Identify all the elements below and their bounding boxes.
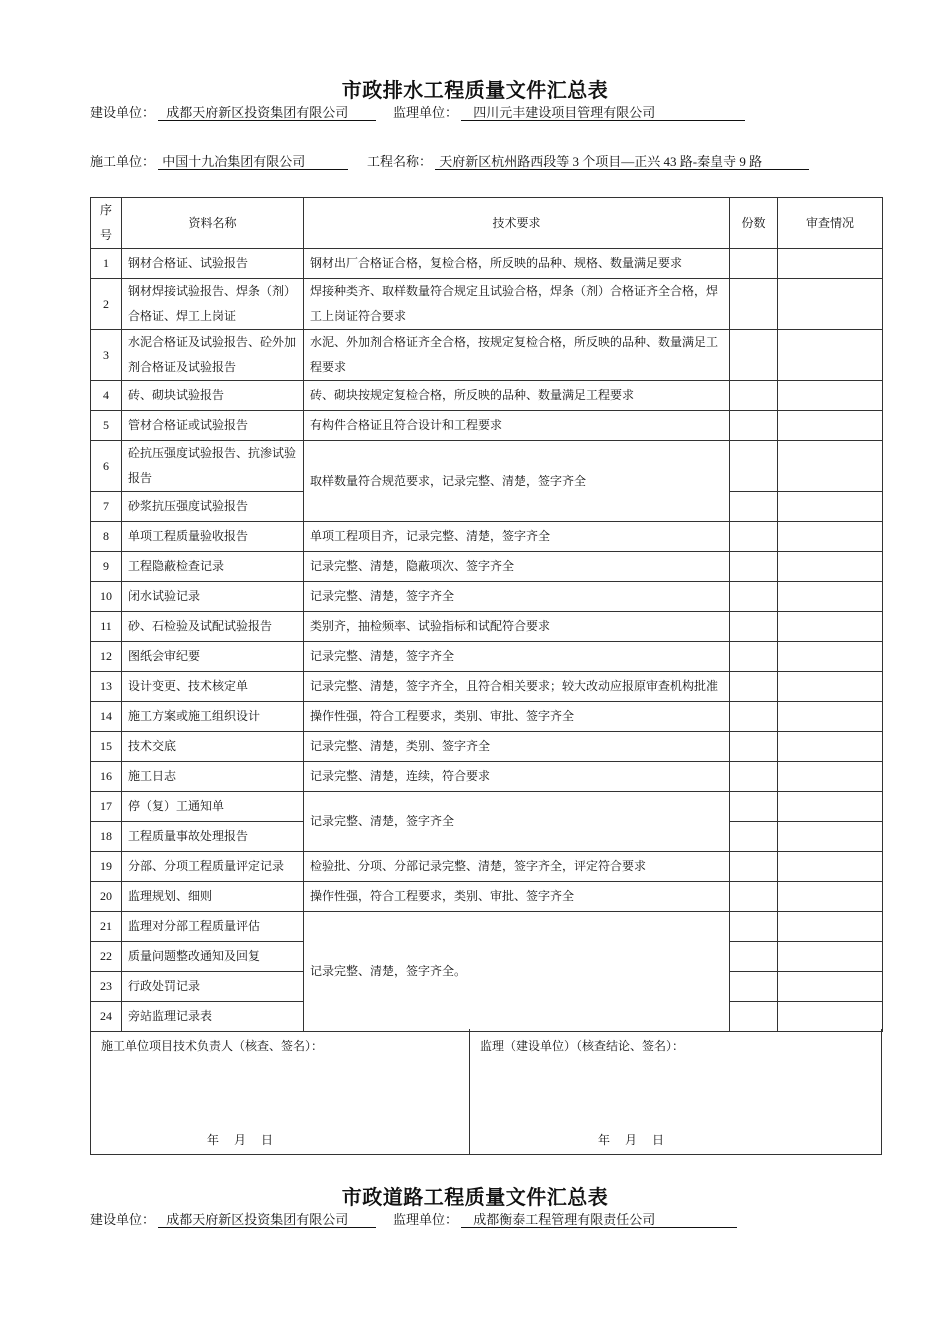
row-review-cell [778,612,883,642]
row-doc-name: 单项工程质量验收报告 [122,522,304,552]
project-label: 工程名称： [367,154,433,169]
row-review-cell [778,672,883,702]
row-copies-cell [730,441,778,492]
row-tech-req: 记录完整、清楚，签字齐全。 [304,912,730,1032]
row-tech-req: 操作性强，符合工程要求，类别、审批、签字齐全 [304,702,730,732]
row-copies-cell [730,381,778,411]
row-doc-name: 设计变更、技术核定单 [122,672,304,702]
row-no: 3 [91,330,122,381]
header-seq [91,198,122,249]
construction-unit-label: 建设单位： [90,1212,156,1227]
table-row [91,279,883,330]
table-row [91,852,883,882]
row-tech-req: 记录完整、清楚，类别、签字齐全 [304,732,730,762]
row-tech-req: 有构件合格证且符合设计和工程要求 [304,411,730,441]
row-review-cell [778,822,883,852]
row-no: 8 [91,522,122,552]
row-doc-name: 砖、砌块试验报告 [122,381,304,411]
row-copies-cell [730,522,778,552]
header-seq-a: 序 [99,203,112,217]
row-copies-cell [730,249,778,279]
row-copies-cell [730,582,778,612]
row-review-cell [778,441,883,492]
row-no: 7 [91,492,122,522]
row-tech-req: 检验批、分项、分部记录完整、清楚，签字齐全，评定符合要求 [304,852,730,882]
row-no: 20 [91,882,122,912]
row-doc-name: 图纸会审纪要 [122,642,304,672]
row-review-cell [778,522,883,552]
form2-supervision-unit-line [393,1209,737,1228]
table-row [91,702,883,732]
row-no: 15 [91,732,122,762]
row-doc-name: 监理对分部工程质量评估 [122,912,304,942]
row-no: 6 [91,441,122,492]
row-no: 21 [91,912,122,942]
table-row [91,672,883,702]
row-copies-cell [730,279,778,330]
row-review-cell [778,942,883,972]
row-review-cell [778,732,883,762]
row-doc-name: 水泥合格证及试验报告、砼外加剂合格证及试验报告 [122,330,304,381]
row-no: 2 [91,279,122,330]
row-copies-cell [730,762,778,792]
row-no: 10 [91,582,122,612]
table-row [91,732,883,762]
row-review-cell [778,381,883,411]
row-tech-req: 砖、砌块按规定复检合格，所反映的品种、数量满足工程要求 [304,381,730,411]
row-review-cell [778,642,883,672]
row-doc-name: 技术交底 [122,732,304,762]
construction-unit-label: 建设单位： [90,105,156,120]
row-doc-name: 行政处罚记录 [122,972,304,1002]
row-copies-cell [730,411,778,441]
contractor-label: 施工单位： [90,154,156,169]
row-copies-cell [730,612,778,642]
row-tech-req: 记录完整、清楚，隐蔽项次、签字齐全 [304,552,730,582]
row-review-cell [778,249,883,279]
row-tech-req: 取样数量符合规范要求，记录完整、清楚，签字齐全 [304,441,730,522]
row-tech-req: 记录完整、清楚，签字齐全 [304,792,730,852]
row-no: 17 [91,792,122,822]
quality-documents-table [90,197,883,1032]
row-no: 1 [91,249,122,279]
header-review: 审查情况 [778,198,883,249]
row-copies-cell [730,792,778,822]
row-doc-name: 砂、石检验及试配试验报告 [122,612,304,642]
row-tech-req: 水泥、外加剂合格证齐全合格，按规定复检合格，所反映的品种、数量满足工程要求 [304,330,730,381]
row-doc-name: 工程质量事故处理报告 [122,822,304,852]
row-tech-req: 记录完整、清楚，签字齐全，且符合相关要求；较大改动应报原审查机构批准 [304,672,730,702]
row-doc-name: 钢材焊接试验报告、焊条（剂）合格证、焊工上岗证 [122,279,304,330]
form1-supervision-unit-line [393,102,745,121]
contractor-value: 中国十九冶集团有限公司 [158,154,348,170]
header-seq-b: 号 [99,228,112,242]
row-no: 12 [91,642,122,672]
row-doc-name: 闭水试验记录 [122,582,304,612]
row-copies-cell [730,702,778,732]
supervision-unit-value: 四川元丰建设项目管理有限公司 [461,105,745,121]
row-doc-name: 分部、分项工程质量评定记录 [122,852,304,882]
row-no: 14 [91,702,122,732]
supervision-unit-label: 监理单位： [393,105,459,120]
row-tech-req: 类别齐，抽检频率、试验指标和试配符合要求 [304,612,730,642]
table-row [91,411,883,441]
table-row [91,912,883,942]
form1-contractor-line [90,151,348,170]
contractor-signature-date: 年 月 日 [207,1133,274,1147]
form1-construction-unit-line [90,102,376,121]
row-doc-name: 砂浆抗压强度试验报告 [122,492,304,522]
form1-project-line [367,151,809,170]
row-copies-cell [730,912,778,942]
row-tech-req: 记录完整、清楚，签字齐全 [304,582,730,612]
row-copies-cell [730,822,778,852]
row-review-cell [778,330,883,381]
row-review-cell [778,792,883,822]
row-tech-req: 操作性强，符合工程要求，类别、审批、签字齐全 [304,882,730,912]
row-no: 13 [91,672,122,702]
row-copies-cell [730,852,778,882]
row-copies-cell [730,882,778,912]
table-row [91,381,883,411]
row-review-cell [778,852,883,882]
row-no: 18 [91,822,122,852]
form1-title: 市政排水工程质量文件汇总表 [341,80,609,102]
header-copies: 份数 [730,198,778,249]
table-row [91,642,883,672]
row-copies-cell [730,672,778,702]
header-tech-req: 技术要求 [304,198,730,249]
row-doc-name: 砼抗压强度试验报告、抗渗试验报告 [122,441,304,492]
supervision-signature-box [470,1029,883,1154]
row-no: 4 [91,381,122,411]
row-tech-req: 钢材出厂合格证合格，复检合格，所反映的品种、规格、数量满足要求 [304,249,730,279]
table-row [91,249,883,279]
construction-unit-value: 成都天府新区投资集团有限公司 [158,1212,376,1228]
table-row [91,330,883,381]
contractor-signature-box [91,1029,470,1154]
row-review-cell [778,411,883,441]
table-row [91,612,883,642]
row-copies-cell [730,492,778,522]
row-review-cell [778,279,883,330]
signature-section [90,1029,882,1155]
form2-construction-unit-line [90,1209,376,1228]
supervision-signature-label: 监理（建设单位）（核查结论、签名）： [480,1039,685,1053]
row-copies-cell [730,942,778,972]
row-tech-req: 记录完整、清楚，连续，符合要求 [304,762,730,792]
row-review-cell [778,912,883,942]
row-no: 16 [91,762,122,792]
table-row [91,441,883,492]
row-no: 19 [91,852,122,882]
construction-unit-value: 成都天府新区投资集团有限公司 [158,105,376,121]
row-doc-name: 管材合格证或试验报告 [122,411,304,441]
row-copies-cell [730,330,778,381]
project-name-value: 天府新区杭州路西段等 3 个项目—正兴 43 路-秦皇寺 9 路 [435,154,809,170]
row-doc-name: 监理规划、细则 [122,882,304,912]
row-copies-cell [730,552,778,582]
contractor-signature-label: 施工单位项目技术负责人（核查、签名）： [101,1039,324,1053]
table-row [91,522,883,552]
row-review-cell [778,1002,883,1032]
row-review-cell [778,972,883,1002]
row-tech-req: 单项工程项目齐，记录完整、清楚，签字齐全 [304,522,730,552]
row-copies-cell [730,1002,778,1032]
table-row [91,792,883,822]
row-review-cell [778,492,883,522]
row-doc-name: 施工日志 [122,762,304,792]
row-doc-name: 钢材合格证、试验报告 [122,249,304,279]
row-review-cell [778,762,883,792]
row-doc-name: 停（复）工通知单 [122,792,304,822]
row-doc-name: 工程隐蔽检查记录 [122,552,304,582]
supervision-signature-date: 年 月 日 [598,1133,665,1147]
table-row [91,762,883,792]
row-tech-req: 记录完整、清楚，签字齐全 [304,642,730,672]
row-no: 22 [91,942,122,972]
supervision-unit-label: 监理单位： [393,1212,459,1227]
row-no: 9 [91,552,122,582]
row-review-cell [778,882,883,912]
row-no: 11 [91,612,122,642]
row-no: 23 [91,972,122,1002]
row-review-cell [778,702,883,732]
row-copies-cell [730,642,778,672]
row-copies-cell [730,972,778,1002]
row-review-cell [778,552,883,582]
row-tech-req: 焊接种类齐、取样数量符合规定且试验合格，焊条（剂）合格证齐全合格，焊工上岗证符合要求 [304,279,730,330]
row-no: 5 [91,411,122,441]
supervision-unit-value: 成都衡泰工程管理有限责任公司 [461,1212,737,1228]
row-doc-name: 旁站监理记录表 [122,1002,304,1032]
table-header-row [91,198,883,249]
table-row [91,582,883,612]
row-copies-cell [730,732,778,762]
row-review-cell [778,582,883,612]
row-doc-name: 施工方案或施工组织设计 [122,702,304,732]
row-doc-name: 质量问题整改通知及回复 [122,942,304,972]
table-row [91,552,883,582]
table-row [91,882,883,912]
header-doc-name: 资料名称 [122,198,304,249]
row-no: 24 [91,1002,122,1032]
form2-title: 市政道路工程质量文件汇总表 [341,1187,609,1209]
